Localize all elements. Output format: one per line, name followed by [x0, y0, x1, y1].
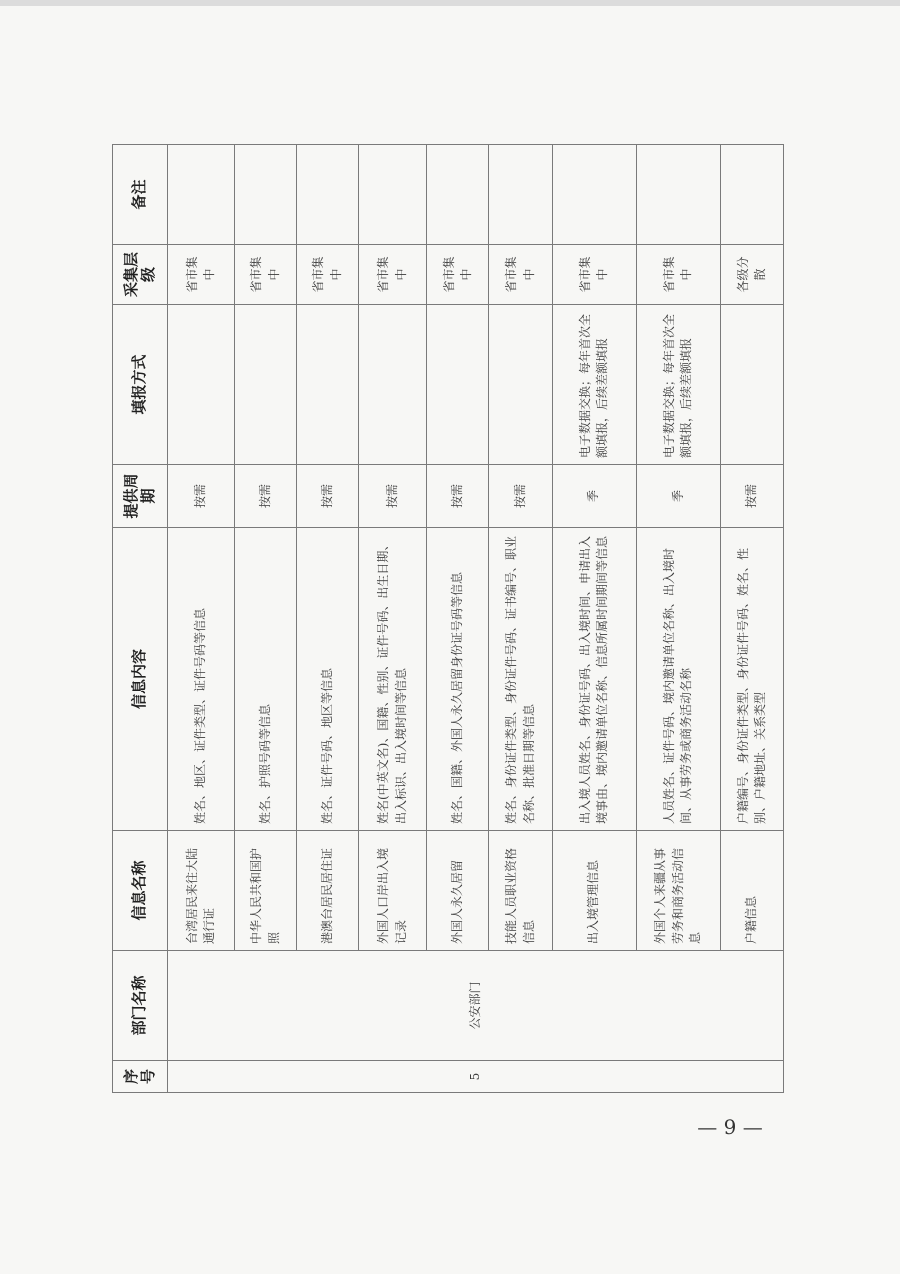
row-level: 省市集中	[427, 245, 489, 305]
table-row	[636, 145, 720, 1093]
table-row	[552, 145, 636, 1093]
row-name: 出入境管理信息	[552, 831, 636, 951]
row-content: 姓名、地区、证件类型、证件号码等信息	[168, 528, 235, 831]
table-row	[489, 145, 552, 1093]
row-note	[489, 145, 552, 245]
row-name: 外国人口岸出入境记录	[359, 831, 427, 951]
row-method	[297, 305, 359, 465]
table-row	[720, 145, 783, 1093]
header-note: 备注	[113, 145, 168, 245]
header-content: 信息内容	[113, 528, 168, 831]
row-note	[552, 145, 636, 245]
row-note	[359, 145, 427, 245]
row-note	[427, 145, 489, 245]
row-level: 省市集中	[489, 245, 552, 305]
table-row	[235, 145, 297, 1093]
row-method	[427, 305, 489, 465]
header-seq: 序号	[113, 1061, 168, 1093]
row-period: 季	[552, 465, 636, 528]
row-period: 按需	[235, 465, 297, 528]
row-level: 各级分散	[720, 245, 783, 305]
group-dept: 公安部门	[168, 951, 784, 1061]
row-content: 姓名、国籍、外国人永久居留身份证号码等信息	[427, 528, 489, 831]
info-table	[112, 144, 784, 1093]
row-name: 港澳台居民居住证	[297, 831, 359, 951]
row-note	[297, 145, 359, 245]
row-name: 技能人员职业资格信息	[489, 831, 552, 951]
row-content: 姓名、身份证件类型、身份证件号码、证书编号、职业名称、批准日期等信息	[489, 528, 552, 831]
row-period: 按需	[427, 465, 489, 528]
row-level: 省市集中	[235, 245, 297, 305]
row-content: 姓名(中英文名)、国籍、性别、证件号码、出生日期、出入标识、出入境时间等信息	[359, 528, 427, 831]
rotated-table-stage	[112, 145, 784, 1093]
row-note	[235, 145, 297, 245]
row-content: 人员姓名、证件号码、境内邀请单位名称、出入境时间、从事劳务或商务活动名称	[636, 528, 720, 831]
row-method: 电子数据交换；每年首次全额填报，后续差额填报	[552, 305, 636, 465]
row-name: 台湾居民来往大陆通行证	[168, 831, 235, 951]
header-level: 采集层级	[113, 245, 168, 305]
row-period: 按需	[720, 465, 783, 528]
row-method	[235, 305, 297, 465]
row-method	[168, 305, 235, 465]
row-note	[168, 145, 235, 245]
row-name: 外国个人来疆从事劳务和商务活动信息	[636, 831, 720, 951]
row-content: 户籍编号、身份证件类型、身份证件号码、姓名、性别、户籍地址、关系类型	[720, 528, 783, 831]
row-name: 外国人永久居留	[427, 831, 489, 951]
row-period: 按需	[489, 465, 552, 528]
row-period: 按需	[359, 465, 427, 528]
table-row	[168, 145, 235, 1093]
row-method	[720, 305, 783, 465]
row-period: 季	[636, 465, 720, 528]
header-method: 填报方式	[113, 305, 168, 465]
row-level: 省市集中	[552, 245, 636, 305]
row-note	[636, 145, 720, 245]
header-name: 信息名称	[113, 831, 168, 951]
header-period: 提供周期	[113, 465, 168, 528]
top-edge	[0, 0, 900, 6]
page-number: — 9 —	[697, 1115, 763, 1139]
row-level: 省市集中	[636, 245, 720, 305]
row-note	[720, 145, 783, 245]
row-period: 按需	[168, 465, 235, 528]
group-seq: 5	[168, 1061, 784, 1093]
row-method	[489, 305, 552, 465]
table-row	[427, 145, 489, 1093]
header-row	[113, 145, 168, 1093]
row-content: 出入境人员姓名、身份证号码、出入境时间、申请出入境事由、境内邀请单位名称、信息所属时间期间等信息	[552, 528, 636, 831]
row-name: 中华人民共和国护照	[235, 831, 297, 951]
row-name: 户籍信息	[720, 831, 783, 951]
row-level: 省市集中	[359, 245, 427, 305]
row-method: 电子数据交换；每年首次全额填报，后续差额填报	[636, 305, 720, 465]
row-level: 省市集中	[168, 245, 235, 305]
row-method	[359, 305, 427, 465]
table-row	[359, 145, 427, 1093]
header-dept: 部门名称	[113, 951, 168, 1061]
row-content: 姓名、证件号码、地区等信息	[297, 528, 359, 831]
table-row	[297, 145, 359, 1093]
row-period: 按需	[297, 465, 359, 528]
row-content: 姓名、护照号码等信息	[235, 528, 297, 831]
row-level: 省市集中	[297, 245, 359, 305]
